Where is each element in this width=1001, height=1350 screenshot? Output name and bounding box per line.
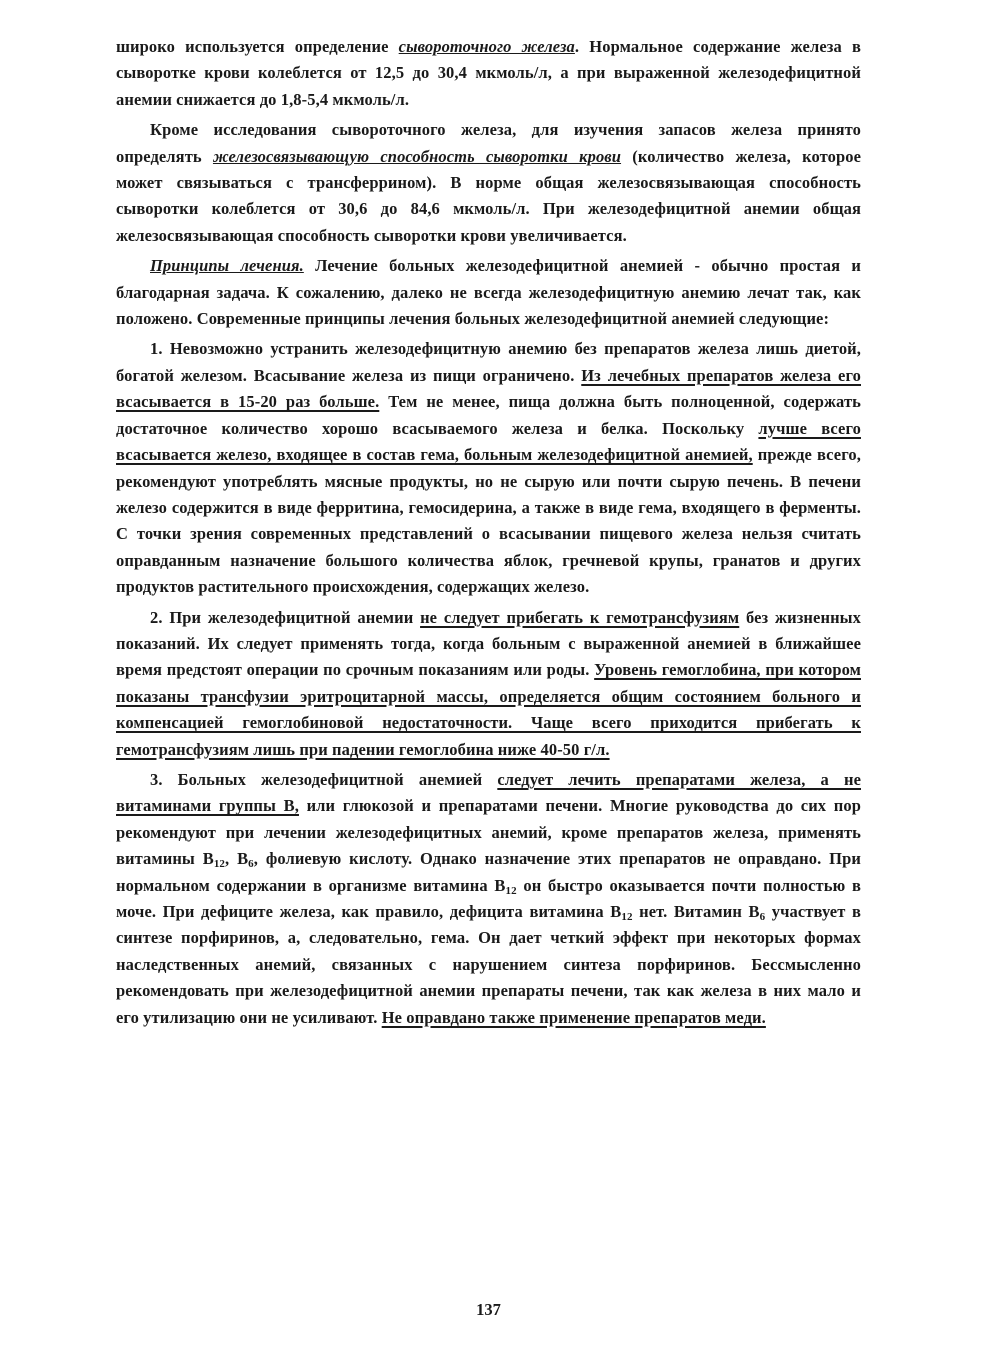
paragraph-iron-binding-capacity <box>116 117 861 249</box>
term-iron-binding-capacity: железосвязывающую способность сыворотки крови <box>212 146 622 166</box>
document-page <box>116 34 861 1350</box>
paragraph-principle-3 <box>116 767 861 1031</box>
text: участвует в синтезе порфиринов, а, следовательно, гема. Он дает четкий эффект при некоторых формах наследственных анемий, связанных с нарушением синтеза порфиринов. Бессмысленно рекомендовать при железодефицитной анемии препараты печени, так как железа в них мало и его утилизацию они не усиливают. <box>116 902 861 1027</box>
paragraph-treatment-principles <box>116 253 861 332</box>
text: Тем не менее, пища должна быть полноценной, содержать достаточное количество хорошо всасываемого железа и белка. Поскольку <box>116 392 861 438</box>
highlighted-text: следует лечить препаратами железа, а не витаминами группы B, <box>116 769 861 816</box>
subscript: 12 <box>213 858 226 871</box>
page-number: 137 <box>476 1300 501 1319</box>
text: 1. Невозможно устранить железодефицитную анемию без препаратов железа лишь диетой, богатой железом. Всасывание железа из пищи ограничено. <box>116 339 861 385</box>
text: или глюкозой и препаратами печени. Многие руководства до сих пор рекомендуют при лечении железодефицитных анемий, кроме препаратов железа, применять витамины B <box>116 796 861 869</box>
text: он быстро оказывается почти полностью в моче. При дефиците железа, как правило, дефицита витамина B <box>116 875 862 921</box>
subscript: 6 <box>759 911 766 923</box>
text: , B <box>225 849 249 869</box>
text: 3. Больных железодефицитной анемией <box>150 769 498 789</box>
text: широко используется определение <box>116 37 399 56</box>
paragraph-serum-iron <box>116 34 861 113</box>
highlighted-text: не следует прибегать к гемотрансфузиям <box>420 607 740 627</box>
text: Лечение больных железодефицитной анемией - обычно простая и благодарная задача. К сожалению, далеко не всегда железодефицитную анемию лечат так, как положено. Современные принципы лечения больных железодефицитной анемией следующие: <box>116 256 861 329</box>
highlighted-text: Из лечебных препаратов железа его всасывается в 15-20 раз больше. <box>116 365 861 412</box>
paragraph-principle-2 <box>116 605 861 763</box>
subscript: 6 <box>248 858 254 871</box>
text: (количество железа, которое может связываться с трансферрином). В норме общая железосвязывающая способность сыворотки колеблется от 30,6 до 84,6 мкмоль/л. При железодефицитной анемии общая железосвязывающая способность сыворотки крови увеличивается. <box>116 146 861 245</box>
paragraph-principle-1 <box>116 336 861 600</box>
subscript: 12 <box>621 911 633 923</box>
text: Кроме исследования сывороточного железа, для изучения запасов железа принято определять <box>116 120 861 166</box>
highlighted-text: Не оправдано также применение препаратов меди. <box>381 1007 766 1027</box>
text: , фолиевую кислоту. Однако назначение этих препаратов не оправдано. При нормальном содержании в организме витамина B <box>116 849 861 895</box>
text: без жизненных показаний. Их следует применять тогда, когда больным с выраженной анемией в ближайшее время предстоят операции по срочным показаниям или роды. <box>116 607 862 680</box>
text: . Нормальное содержание железа в сыворотке крови колеблется от 12,5 до 30,4 мкмоль/л, а при выраженной железодефицитной анемии снижается до 1,8-5,4 мкмоль/л. <box>116 37 861 109</box>
text: 2. При железодефицитной анемии <box>150 607 421 627</box>
term-treatment-principles: Принципы лечения. <box>150 256 304 276</box>
highlighted-text: лучше всего всасывается железо, входящее в состав гема, больным железодефицитной анемией, <box>116 418 861 465</box>
text: прежде всего, рекомендуют употреблять мясные продукты, но не сырую или почти сырую печень. В печени железо содержится в виде ферритина, гемосидерина, а также в виде гема, входящего в ферменты. С точки зрения современных представлений о всасывании пищевого железа нельзя считать оправданным назначение большого количества яблок, гречневой крупы, гранатов и других продуктов растительного происхождения, содержащих железо. <box>116 445 861 597</box>
subscript: 12 <box>505 884 517 897</box>
highlighted-text: Уровень гемоглобина, при котором показаны трансфузии эритроцитарной массы, определяется общим состоянием больного и компенсацией гемоглобиновой недостаточности. Чаще всего приходится прибегать к гемотрансфузиям лишь при падении гемоглобина ниже 40-50 г/л. <box>116 660 861 759</box>
term-serum-iron: сывороточного железа <box>398 37 575 56</box>
text: нет. Витамин B <box>632 902 760 921</box>
